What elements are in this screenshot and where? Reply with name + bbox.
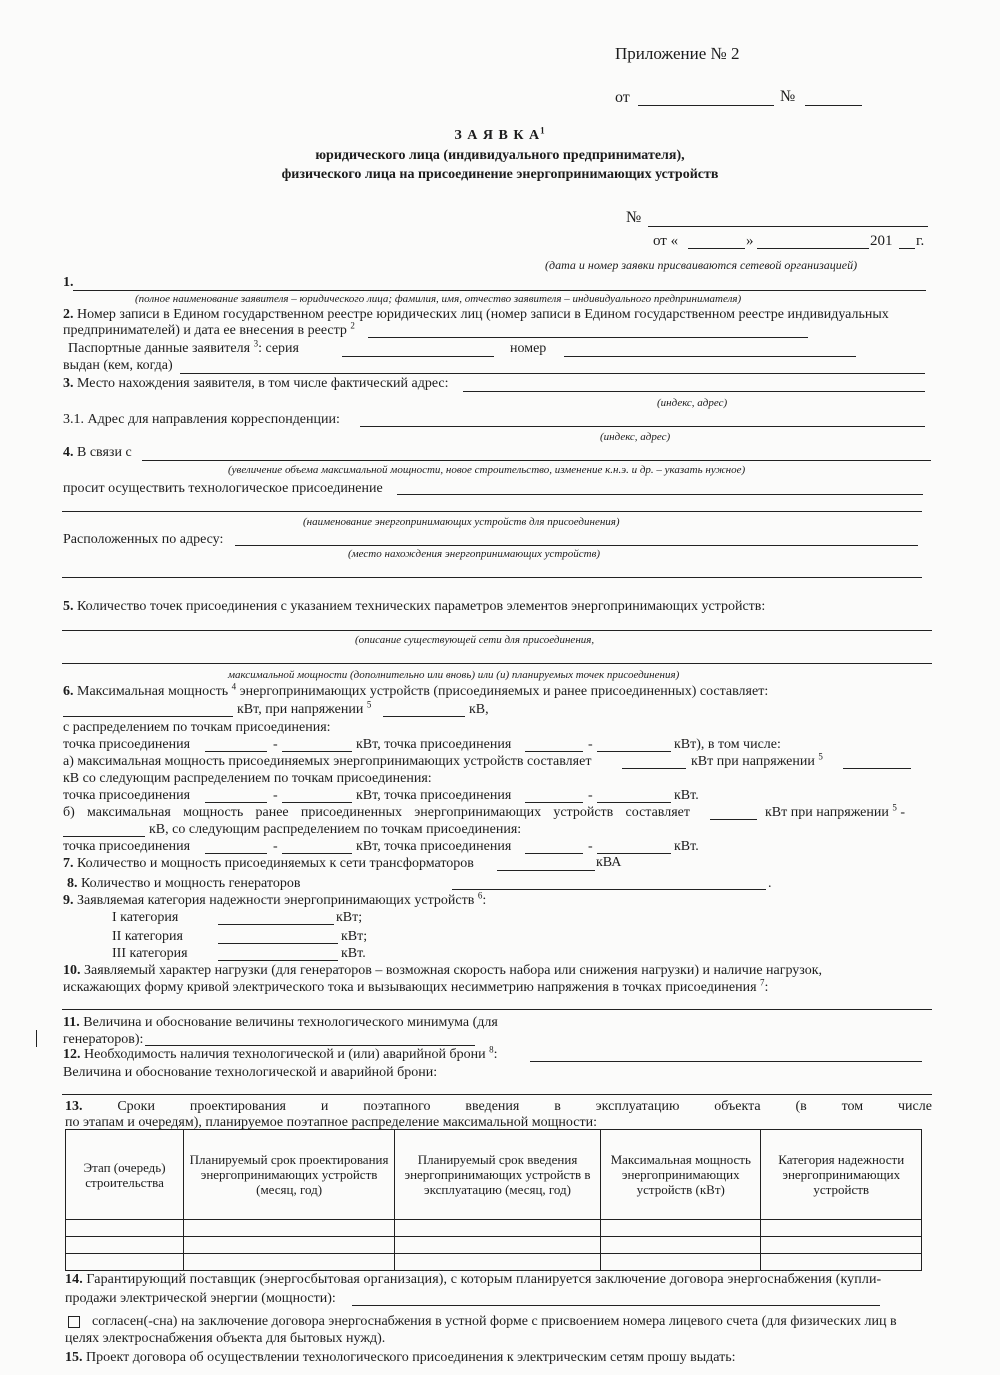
point-field-3a[interactable] bbox=[205, 853, 267, 854]
item13-word: поэтапного bbox=[363, 1099, 431, 1114]
item6b-voltage-field[interactable] bbox=[63, 836, 145, 837]
item6-power-field[interactable] bbox=[63, 716, 233, 717]
header-from-label: от bbox=[615, 89, 630, 106]
item15-label bbox=[65, 1350, 736, 1366]
cat2-label: II категория bbox=[112, 929, 183, 944]
table-cell[interactable] bbox=[395, 1237, 601, 1254]
item11-line2: генераторов): bbox=[63, 1032, 144, 1047]
item5-field2[interactable] bbox=[62, 663, 932, 664]
appendix-label: Приложение № 2 bbox=[615, 44, 740, 63]
reg-number-field[interactable] bbox=[648, 226, 928, 227]
title-footnote: 1 bbox=[540, 125, 546, 136]
item6-text: Максимальная мощность bbox=[77, 684, 229, 699]
item3-number: 3. bbox=[63, 376, 74, 391]
passport-series-label: : серия bbox=[258, 341, 299, 356]
item15-text: Проект договора об осуществлении технологического присоединения к электрическим сетям прошу выдать: bbox=[86, 1350, 736, 1365]
item2-number: 2. bbox=[63, 307, 74, 322]
item12-colon: : bbox=[493, 1047, 498, 1062]
passport-number-label: номер bbox=[510, 341, 547, 356]
item4-located-field[interactable] bbox=[235, 545, 918, 546]
item12-field2[interactable] bbox=[62, 1094, 932, 1095]
item6a-power-field[interactable] bbox=[622, 768, 686, 769]
item9-footnote: 6 bbox=[477, 890, 483, 901]
consent-text: согласен(-сна) на заключение договора энергоснабжения в устной форме с присвоением номера лицевого счета (для физических лиц в bbox=[92, 1314, 897, 1329]
item10-line2 bbox=[63, 977, 769, 996]
issued-by-field[interactable] bbox=[180, 373, 925, 374]
item6b-word: б) bbox=[63, 805, 75, 820]
item8-field[interactable] bbox=[452, 889, 766, 890]
item12-number: 12. bbox=[63, 1047, 81, 1062]
point-field-1b[interactable] bbox=[525, 751, 583, 752]
point-value-1a[interactable] bbox=[282, 751, 352, 752]
item12-text: Необходимость наличия технологической и (или) аварийной брони bbox=[84, 1047, 486, 1062]
item6b-word: энергопринимающих bbox=[414, 805, 542, 820]
item13-word: (в bbox=[795, 1099, 807, 1114]
table-cell[interactable] bbox=[761, 1237, 922, 1254]
item4-located-field2[interactable] bbox=[62, 577, 922, 578]
point-field-2a[interactable] bbox=[205, 802, 267, 803]
item6a-kw bbox=[691, 751, 823, 770]
reg-date-prefix: от « bbox=[653, 233, 679, 249]
item14-consent2: целях электроснабжения объекта для бытовых нужд). bbox=[65, 1331, 386, 1346]
dash-2b: - bbox=[588, 788, 593, 803]
item7-label bbox=[63, 856, 474, 872]
item6b-word: максимальная bbox=[87, 805, 171, 820]
item7-field[interactable] bbox=[497, 870, 595, 871]
schedule-table bbox=[65, 1129, 922, 1271]
item6-text2: энергопринимающих устройств (присоединяемых и ранее присоединенных) составляет: bbox=[239, 684, 769, 699]
item13-number: 13. bbox=[65, 1099, 83, 1114]
item11-number: 11. bbox=[63, 1015, 80, 1030]
kw-dot-3: кВт. bbox=[674, 839, 699, 854]
item31-field[interactable] bbox=[360, 426, 925, 427]
item6-voltage-field[interactable] bbox=[383, 716, 465, 717]
point-field-3b[interactable] bbox=[525, 853, 583, 854]
reg-year-field[interactable] bbox=[899, 248, 915, 249]
item4-label bbox=[63, 445, 132, 461]
item6b-word: ранее bbox=[255, 805, 289, 820]
kw-dot-2: кВт. bbox=[674, 788, 699, 803]
item13-word: Сроки bbox=[117, 1099, 155, 1114]
item6b-footnote: 5 bbox=[892, 802, 897, 813]
cat1-field[interactable] bbox=[218, 924, 334, 925]
item10-colon: : bbox=[764, 980, 769, 995]
dash-1a: - bbox=[273, 737, 278, 752]
item13-line2: по этапам и очередям), планируемое поэтапное распределение максимальной мощности: bbox=[65, 1115, 597, 1130]
item6a-footnote: 5 bbox=[818, 751, 823, 762]
item2-footnote: 2 bbox=[350, 320, 355, 331]
item13-word: том bbox=[841, 1099, 864, 1114]
cat3-unit: кВт. bbox=[341, 946, 366, 961]
item10-field[interactable] bbox=[62, 1009, 932, 1010]
item1-caption: (полное наименование заявителя – юридического лица; фамилия, имя, отчество заявителя – индивидуального предпринимателя) bbox=[135, 293, 742, 305]
cat3-field[interactable] bbox=[218, 960, 338, 961]
item7-text: Количество и мощность присоединяемых к сети трансформаторов bbox=[77, 856, 474, 871]
dash-3b: - bbox=[588, 839, 593, 854]
item31-caption: (индекс, адрес) bbox=[600, 431, 671, 443]
table-cell[interactable] bbox=[395, 1254, 601, 1271]
item6b-word: мощность bbox=[183, 805, 244, 820]
item8-text: Количество и мощность генераторов bbox=[81, 876, 301, 891]
point-value-3a[interactable] bbox=[282, 853, 352, 854]
item1-number: 1. bbox=[63, 275, 74, 290]
item14-line1 bbox=[65, 1272, 881, 1288]
item5-label bbox=[63, 599, 765, 615]
item13-word: введения bbox=[465, 1099, 520, 1114]
cat2-unit: кВт; bbox=[341, 929, 368, 944]
item10-footnote: 7 bbox=[760, 977, 765, 988]
table-header-cell: Этап (очередь) строительства bbox=[66, 1130, 184, 1220]
cat3-label: III категория bbox=[112, 946, 188, 961]
reg-date-mid: » bbox=[746, 233, 754, 249]
item6-number: 6. bbox=[63, 684, 74, 699]
consent-checkbox[interactable] bbox=[68, 1316, 80, 1328]
item12-field[interactable] bbox=[530, 1061, 922, 1062]
item6a-text: а) максимальная мощность присоединяемых энергопринимающих устройств составляет bbox=[63, 754, 592, 769]
item7-number: 7. bbox=[63, 856, 74, 871]
table-cell[interactable] bbox=[761, 1220, 922, 1237]
item6a-cont: кВ со следующим распределением по точкам присоединения: bbox=[63, 771, 432, 786]
item6-kv-label: кВ, bbox=[469, 702, 489, 717]
table-cell[interactable] bbox=[184, 1220, 395, 1237]
table-cell[interactable] bbox=[184, 1254, 395, 1271]
item9-label bbox=[63, 890, 487, 909]
table-header-cell: Категория надежности энергопринимающих устройств bbox=[761, 1130, 922, 1220]
passport-text: Паспортные данные заявителя bbox=[68, 341, 251, 356]
table-cell[interactable] bbox=[761, 1254, 922, 1271]
point-value-1b[interactable] bbox=[597, 751, 671, 752]
item1-field[interactable] bbox=[73, 290, 926, 291]
item9-colon: : bbox=[482, 893, 487, 908]
cat1-unit: кВт; bbox=[336, 910, 363, 925]
item4-request: просит осуществить технологическое присоединение bbox=[63, 481, 383, 496]
title-word: З А Я В К А bbox=[454, 128, 541, 143]
item8-number: 8. bbox=[67, 876, 78, 891]
cat1-label: I категория bbox=[112, 910, 179, 925]
point-label-1a: точка присоединения bbox=[63, 737, 191, 752]
item6b-kw-text: кВт при напряжении bbox=[765, 805, 889, 820]
table-cell[interactable] bbox=[600, 1220, 761, 1237]
item2-line1 bbox=[63, 307, 889, 323]
table-cell[interactable] bbox=[184, 1237, 395, 1254]
header-number-field[interactable] bbox=[805, 105, 862, 106]
item10-line1 bbox=[63, 963, 822, 979]
item13-word: эксплуатацию bbox=[595, 1099, 680, 1114]
item4-request-field[interactable] bbox=[397, 494, 923, 495]
table-cell[interactable] bbox=[600, 1254, 761, 1271]
title-main bbox=[300, 125, 700, 144]
passport-footnote: 3 bbox=[253, 338, 259, 349]
item8-end: . bbox=[768, 876, 772, 891]
item13-word: числе bbox=[897, 1099, 932, 1114]
item15-number: 15. bbox=[65, 1350, 83, 1365]
reg-num-label: № bbox=[626, 209, 642, 226]
reg-note: (дата и номер заявки присваиваются сетевой организацией) bbox=[545, 258, 858, 272]
item4-request-field2[interactable] bbox=[62, 511, 922, 512]
item13-word: проектирования bbox=[189, 1099, 286, 1114]
header-date-field[interactable] bbox=[638, 105, 774, 106]
item4-number: 4. bbox=[63, 445, 74, 460]
dash-2a: - bbox=[273, 788, 278, 803]
reg-month-field[interactable] bbox=[757, 248, 869, 249]
item6b-kw bbox=[765, 802, 906, 821]
table-cell[interactable] bbox=[395, 1220, 601, 1237]
item6a-voltage-field[interactable] bbox=[843, 768, 911, 769]
item11-line1 bbox=[63, 1015, 498, 1031]
header-num-label: № bbox=[780, 88, 796, 105]
dash-3a: - bbox=[273, 839, 278, 854]
item5-field[interactable] bbox=[62, 630, 932, 631]
table-cell[interactable] bbox=[66, 1237, 184, 1254]
item3-label bbox=[63, 376, 448, 392]
kw-point-1: кВт, точка присоединения bbox=[356, 737, 512, 752]
item6b-word: присоединенных bbox=[300, 805, 403, 820]
item6-label bbox=[63, 681, 769, 700]
table-row bbox=[66, 1237, 922, 1254]
point-value-2a[interactable] bbox=[282, 802, 352, 803]
passport-label bbox=[68, 338, 299, 357]
item4-field[interactable] bbox=[142, 460, 931, 461]
item6-kw-text: кВт, при напряжении bbox=[237, 702, 364, 717]
item10-text: Заявляемый характер нагрузки (для генераторов – возможная скорость набора или снижения нагрузки) и наличие нагрузок, bbox=[84, 963, 823, 978]
item3-field[interactable] bbox=[463, 391, 925, 392]
item9-text: Заявляемая категория надежности энергопринимающих устройств bbox=[77, 893, 475, 908]
reg-year: 201 bbox=[870, 233, 893, 249]
item2-field[interactable] bbox=[368, 337, 808, 338]
kw-point-2: кВт, точка присоединения bbox=[356, 788, 512, 803]
item7-unit: кВА bbox=[596, 855, 622, 870]
title-line2: физического лица на присоединение энергопринимающих устройств bbox=[281, 167, 719, 182]
item4-devices-caption: (наименование энергопринимающих устройств для присоединения) bbox=[303, 516, 620, 528]
item5-number: 5. bbox=[63, 599, 74, 614]
table-row bbox=[66, 1254, 922, 1271]
dash-1b: - bbox=[588, 737, 593, 752]
table-cell[interactable] bbox=[66, 1254, 184, 1271]
item11-field[interactable] bbox=[145, 1045, 475, 1046]
item6-footnote: 4 bbox=[231, 681, 237, 692]
item13-word: объекта bbox=[714, 1099, 761, 1114]
item6b-word: составляет bbox=[625, 805, 690, 820]
item6-kw-label bbox=[237, 699, 372, 718]
item13-word: и bbox=[320, 1099, 329, 1114]
item13-word: в bbox=[554, 1099, 561, 1114]
reg-day-field[interactable] bbox=[688, 248, 745, 249]
item6b-power-field[interactable] bbox=[710, 819, 757, 820]
table-header-cell: Планируемый срок проектирования энергопринимающих устройств (месяц, год) bbox=[184, 1130, 395, 1220]
kw-incl-1: кВт), в том числе: bbox=[674, 737, 781, 752]
item4-caption: (увеличение объема максимальной мощности, новое строительство, изменение к.н.э. и др. – указать нужное) bbox=[228, 464, 746, 476]
passport-number-field[interactable] bbox=[564, 356, 856, 357]
item4-located: Расположенных по адресу: bbox=[63, 532, 224, 547]
item6b-cont: кВ, со следующим распределением по точкам присоединения: bbox=[149, 822, 522, 837]
item3-caption: (индекс, адрес) bbox=[657, 397, 728, 409]
table-header-cell: Максимальная мощность энергопринимающих устройств (кВт) bbox=[600, 1130, 761, 1220]
table-header-cell: Планируемый срок введения энергопринимающих устройств в эксплуатацию (месяц, год) bbox=[395, 1130, 601, 1220]
item10-text2: искажающих форму кривой электрического тока и вызывающих несимметрию напряжения в точках присоединения bbox=[63, 980, 757, 995]
title-line1: юридического лица (индивидуального предпринимателя), bbox=[315, 148, 685, 163]
point-value-2b[interactable] bbox=[597, 802, 671, 803]
passport-series-field[interactable] bbox=[342, 356, 494, 357]
item2-text2: предпринимателей) и дата ее внесения в реестр bbox=[63, 323, 347, 338]
item6-distribution: с распределением по точкам присоединения: bbox=[63, 720, 331, 735]
item12-line2: Величина и обоснование технологической и аварийной брони: bbox=[63, 1065, 438, 1080]
point-value-3b[interactable] bbox=[597, 853, 671, 854]
item5-caption1: (описание существующей сети для присоединения, bbox=[355, 634, 595, 646]
reg-year-suffix: г. bbox=[916, 233, 925, 249]
table-cell[interactable] bbox=[600, 1237, 761, 1254]
item8-label bbox=[67, 876, 300, 892]
item2-text: Номер записи в Едином государственном реестре юридических лиц (номер записи в Едином государственном реестре индивидуальных bbox=[77, 307, 889, 322]
point-field-1a[interactable] bbox=[205, 751, 267, 752]
item5-text: Количество точек присоединения с указанием технических параметров элементов энергопринимающих устройств: bbox=[77, 599, 766, 614]
item6b-text bbox=[63, 805, 690, 821]
item14-text: Гарантирующий поставщик (энергосбытовая организация), с которым планируется заключение договора энергоснабжения (купли- bbox=[86, 1272, 882, 1287]
item14-field[interactable] bbox=[352, 1305, 880, 1306]
item4-located-caption: (место нахождения энергопринимающих устройств) bbox=[348, 548, 601, 560]
item5-caption2: максимальной мощности (дополнительно или вновь) или (и) планируемых точек присоединения) bbox=[228, 669, 680, 681]
margin-mark bbox=[36, 1030, 37, 1047]
item6b-word: устройств bbox=[553, 805, 614, 820]
item12-label bbox=[63, 1044, 498, 1063]
item31-label: 3.1. Адрес для направления корреспонденции: bbox=[63, 412, 340, 427]
point-label-2a: точка присоединения bbox=[63, 788, 191, 803]
table-cell[interactable] bbox=[66, 1220, 184, 1237]
table-header-row bbox=[66, 1130, 922, 1220]
item14-line2: продажи электрической энергии (мощности): bbox=[65, 1291, 336, 1306]
item14-number: 14. bbox=[65, 1272, 83, 1287]
item4-text: В связи с bbox=[77, 445, 132, 460]
item11-text: Величина и обоснование величины технологического минимума (для bbox=[83, 1015, 498, 1030]
item10-number: 10. bbox=[63, 963, 81, 978]
cat2-field[interactable] bbox=[218, 943, 338, 944]
item6a-kw-text: кВт при напряжении bbox=[691, 754, 815, 769]
point-label-3a: точка присоединения bbox=[63, 839, 191, 854]
item2-line2 bbox=[63, 320, 355, 339]
table-row bbox=[66, 1220, 922, 1237]
item6-footnote5: 5 bbox=[366, 699, 372, 710]
issued-by-label: выдан (кем, когда) bbox=[63, 358, 173, 373]
item9-number: 9. bbox=[63, 893, 74, 908]
kw-point-3: кВт, точка присоединения bbox=[356, 839, 512, 854]
item6b-dash: - bbox=[900, 805, 906, 820]
item3-text: Место нахождения заявителя, в том числе фактический адрес: bbox=[77, 376, 449, 391]
item14-consent bbox=[68, 1314, 897, 1330]
point-field-2b[interactable] bbox=[525, 802, 583, 803]
item12-footnote: 8 bbox=[489, 1044, 494, 1055]
item13-line1 bbox=[65, 1099, 932, 1115]
